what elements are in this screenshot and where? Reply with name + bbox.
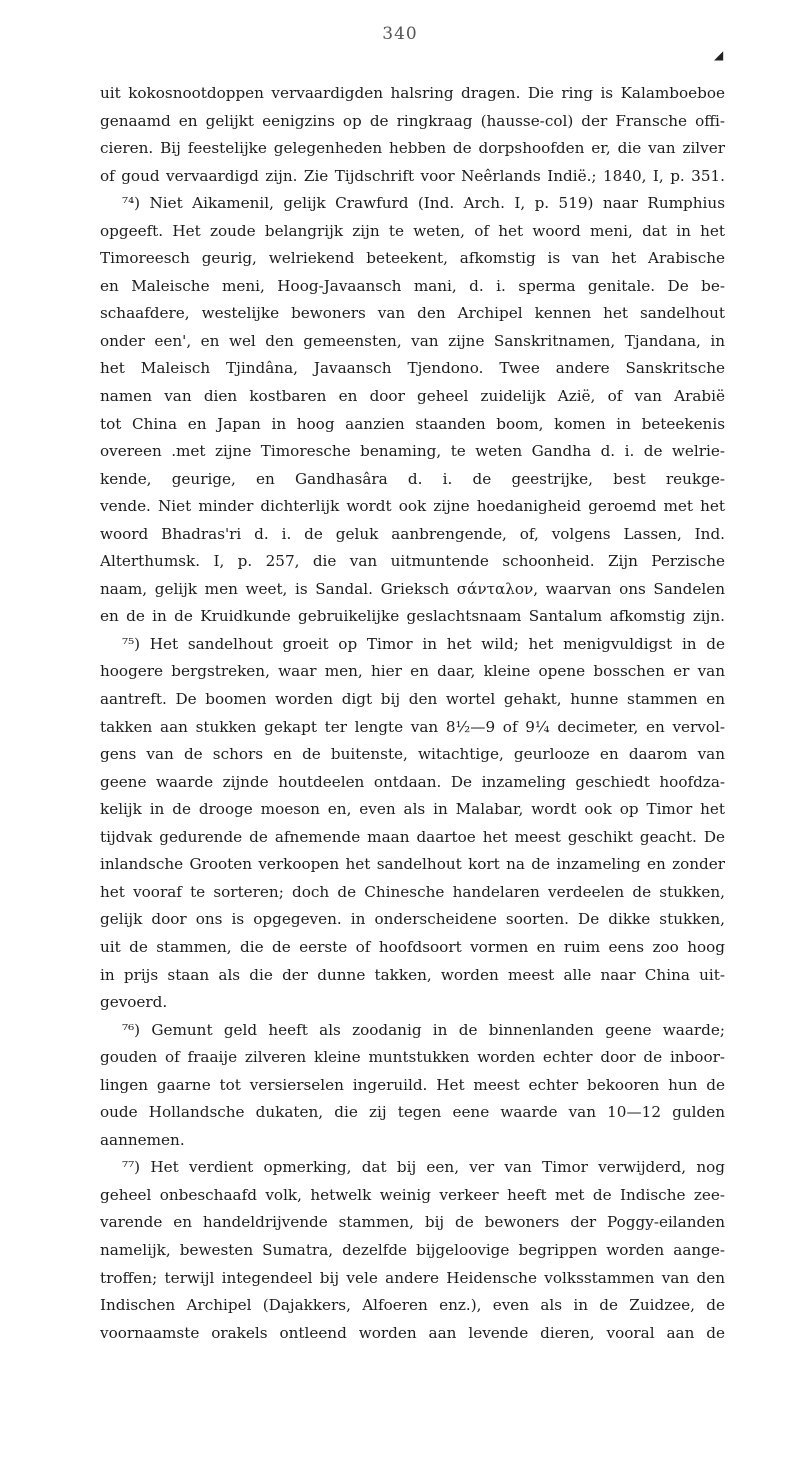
text-line: cieren. Bij feestelijke gelegenheden hebben de dorpshoofden er, die van zilver xyxy=(100,139,725,158)
text-line: Timoreesch geurig, welriekend beteekent, afkomstig is van het Arabische xyxy=(100,249,725,268)
text-line: namelijk, bewesten Sumatra, dezelfde bijgeloovige begrippen worden aange- xyxy=(100,1240,725,1259)
text-line: lingen gaarne tot versierselen ingeruild. Het meest echter bekooren hun de xyxy=(100,1075,725,1094)
text-line: takken aan stukken gekapt ter lengte van 8½—9 of 9¼ decimeter, en vervol- xyxy=(100,717,725,736)
footnote-74-start: ⁷⁴) Niet Aikamenil, gelijk Crawfurd (Ind. Arch. I, p. 519) naar Rumphius xyxy=(122,194,725,213)
text-line: gens van de schors en de buitenste, witachtige, geurlooze en daarom van xyxy=(100,745,725,764)
body-text xyxy=(100,80,725,1347)
text-line: aannemen. xyxy=(100,1130,185,1149)
page-number: 340 xyxy=(382,24,418,44)
text-line: hoogere bergstreken, waar men, hier en daar, kleine opene bosschen er van xyxy=(100,662,725,681)
text-line: gouden of fraaije zilveren kleine muntstukken worden echter door de inboor- xyxy=(100,1048,725,1067)
text-line: tot China en Japan in hoog aanzien staanden boom, komen in beteekenis xyxy=(100,414,725,433)
text-line: troffen; terwijl integendeel bij vele andere Heidensche volksstammen van den xyxy=(100,1268,725,1287)
text-line: geheel onbeschaafd volk, hetwelk weinig verkeer heeft met de Indische zee- xyxy=(100,1185,725,1204)
text-line: en Maleische meni, Hoog-Javaansch mani, d. i. sperma genitale. De be- xyxy=(100,276,725,295)
text-line: gelijk door ons is opgegeven. in onderscheidene soorten. De dikke stukken, xyxy=(100,910,725,929)
text-line: vende. Niet minder dichterlijk wordt ook zijne hoedanigheid geroemd met het xyxy=(100,497,725,516)
text-line: inlandsche Grooten verkoopen het sandelhout kort na de inzameling en zonder xyxy=(100,855,725,874)
text-line: geene waarde zijnde houtdeelen ontdaan. De inzameling geschiedt hoofdza- xyxy=(100,772,725,791)
text-line: in prijs staan als die der dunne takken, worden meest alle naar China uit- xyxy=(100,965,725,984)
text-line: schaafdere, westelijke bewoners van den Archipel kennen het sandelhout xyxy=(100,304,725,323)
text-line: aantreft. De boomen worden digt bij den wortel gehakt, hunne stammen en xyxy=(100,690,725,709)
text-line: of goud vervaardigd zijn. Zie Tijdschrift voor Neêrlands Indië.; 1840, I, p. 351. xyxy=(100,166,725,185)
text-line: namen van dien kostbaren en door geheel zuidelijk Azië, of van Arabië xyxy=(100,387,725,406)
text-line: Indischen Archipel (Dajakkers, Alfoeren enz.), even als in de Zuidzee, de xyxy=(100,1296,725,1315)
text-line: varende en handeldrijvende stammen, bij de bewoners der Poggy-eilanden xyxy=(100,1213,725,1232)
text-line: onder een', en wel den gemeensten, van zijne Sanskritnamen, Tjandana, in xyxy=(100,331,725,350)
text-line: woord Bhadras'ri d. i. de geluk aanbrengende, of, volgens Lassen, Ind. xyxy=(100,524,725,543)
footnote-77-start: ⁷⁷) Het verdient opmerking, dat bij een, ver van Timor verwijderd, nog xyxy=(122,1158,725,1177)
text-line: het Maleisch Tjindâna, Javaansch Tjendono. Twee andere Sanskritsche xyxy=(100,359,725,378)
text-line: kelijk in de drooge moeson en, even als in Malabar, wordt ook op Timor het xyxy=(100,800,725,819)
text-line: genaamd en gelijkt eenigzins op de ringkraag (hausse-col) der Fransche offi- xyxy=(100,111,725,130)
text-line: overeen .met zijne Timoresche benaming, te weten Gandha d. i. de welrie- xyxy=(100,442,725,461)
text-line: voornaamste orakels ontleend worden aan levende dieren, vooral aan de xyxy=(100,1323,725,1342)
text-line: naam, gelijk men weet, is Sandal. Grieksch σάνταλον, waarvan ons Sandelen xyxy=(100,579,725,598)
text-line: kende, geurige, en Gandhasâra d. i. de geestrijke, best reukge- xyxy=(100,469,725,488)
footnote-76-start: ⁷⁶) Gemunt geld heeft als zoodanig in de binnenlanden geene waarde; xyxy=(122,1020,725,1039)
corner-mark-icon: ◢ xyxy=(714,48,724,62)
text-line: en de in de Kruidkunde gebruikelijke geslachtsnaam Santalum afkomstig zijn. xyxy=(100,607,725,626)
text-line: tijdvak gedurende de afnemende maan daartoe het meest geschikt geacht. De xyxy=(100,827,725,846)
text-line: gevoerd. xyxy=(100,993,168,1012)
text-line: uit de stammen, die de eerste of hoofdsoort vormen en ruim eens zoo hoog xyxy=(100,937,725,956)
text-line: Alterthumsk. I, p. 257, die van uitmuntende schoonheid. Zijn Perzische xyxy=(100,552,725,571)
text-line: uit kokosnootdoppen vervaardigden halsring dragen. Die ring is Kalamboeboe xyxy=(100,84,725,102)
text-line: opgeeft. Het zoude belangrijk zijn te weten, of het woord meni, dat in het xyxy=(100,221,725,240)
footnote-75-start: ⁷⁵) Het sandelhout groeit op Timor in het wild; het menigvuldigst in de xyxy=(122,634,725,653)
text-line: oude Hollandsche dukaten, die zij tegen eene waarde van 10—12 gulden xyxy=(100,1103,725,1122)
text-line: het vooraf te sorteren; doch de Chinesche handelaren verdeelen de stukken, xyxy=(100,882,725,901)
